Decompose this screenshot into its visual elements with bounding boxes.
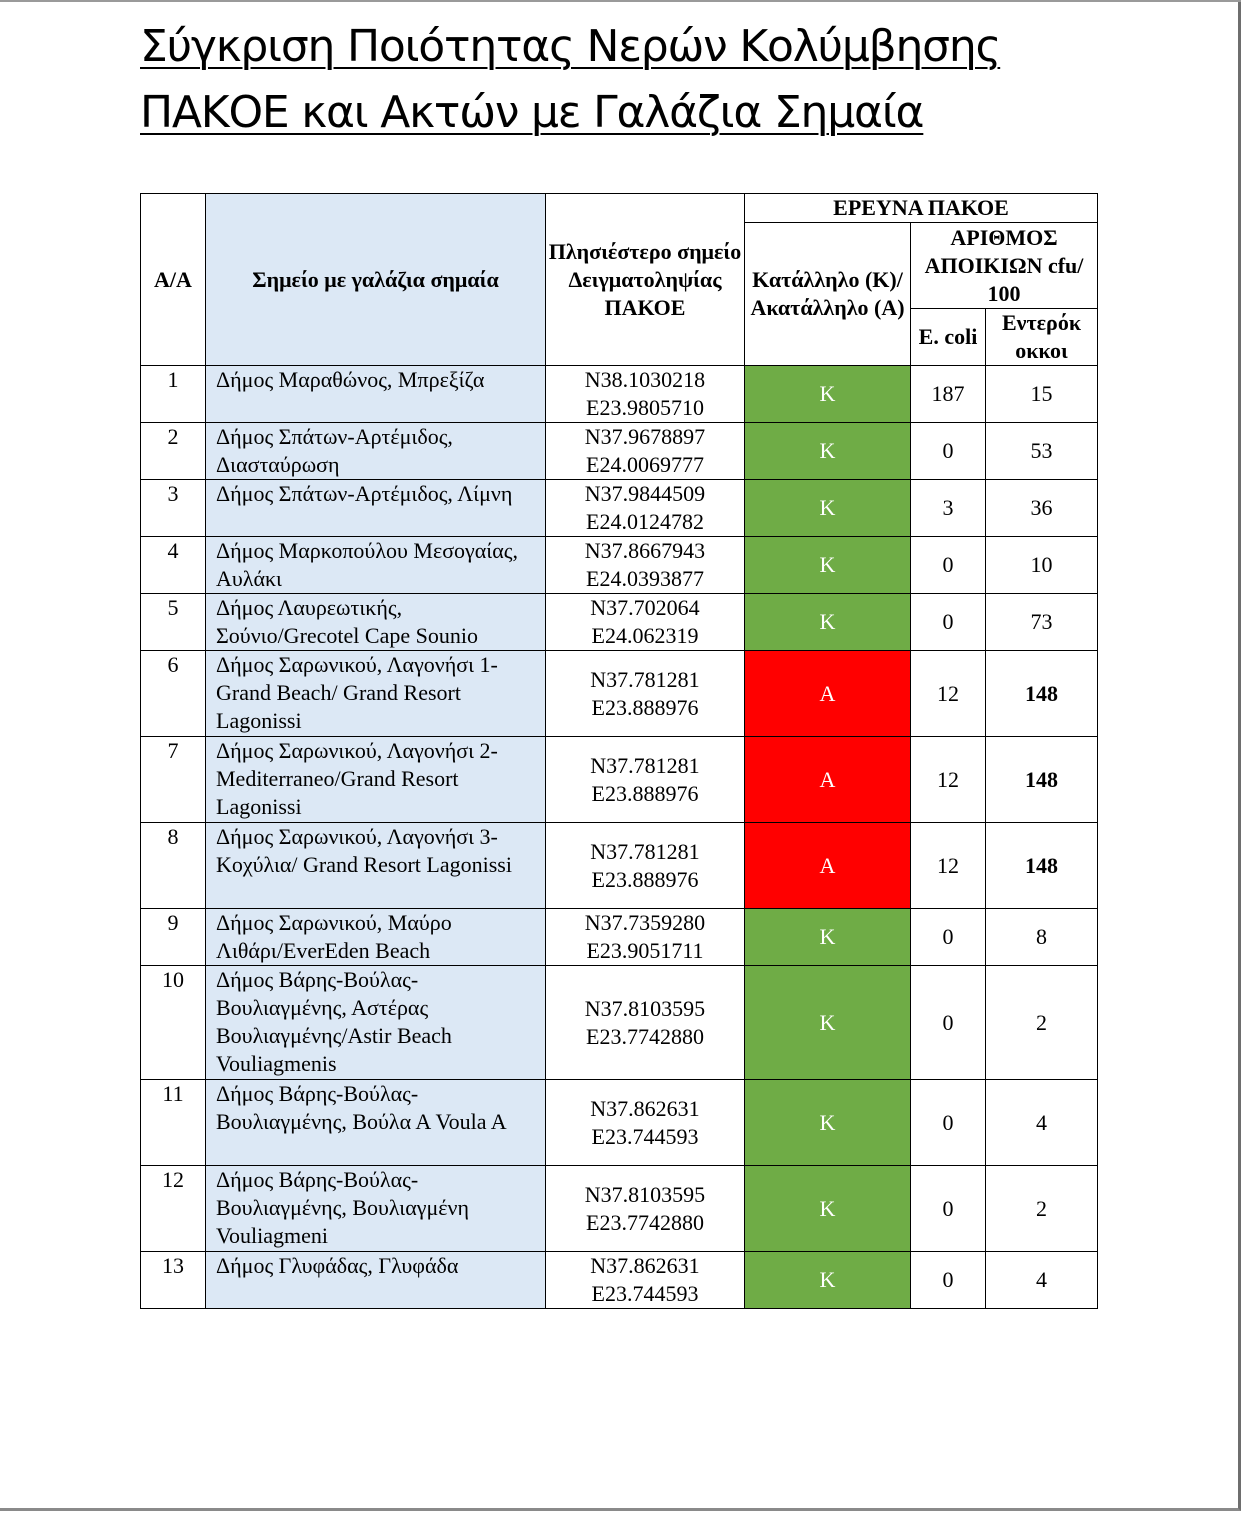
table-row [141, 1252, 1098, 1309]
row-point-name: Δήμος Λαυρεωτικής, Σούνιο/Grecotel Cape Sounio [206, 594, 546, 651]
row-number: 11 [141, 1080, 206, 1166]
header-colonies: ΑΡΙΘΜΟΣ ΑΠΟΙΚΙΩΝ cfu/ 100 [911, 223, 1098, 309]
row-ecoli: 12 [911, 737, 986, 823]
row-status: Κ [745, 423, 911, 480]
row-coordinates [546, 537, 745, 594]
row-point-name: Δήμος Γλυφάδας, Γλυφάδα [206, 1252, 546, 1309]
row-coordinates [546, 909, 745, 966]
row-enterococci: 2 [986, 1166, 1098, 1252]
row-enterococci: 8 [986, 909, 1098, 966]
row-point-name: Δήμος Μαρκοπούλου Μεσογαίας, Αυλάκι [206, 537, 546, 594]
row-coordinates [546, 423, 745, 480]
row-ecoli: 0 [911, 1252, 986, 1309]
row-point-name: Δήμος Σαρωνικού, Λαγονήσι 1-Grand Beach/ Grand Resort Lagonissi [206, 651, 546, 737]
row-coordinates [546, 823, 745, 909]
table-row [141, 909, 1098, 966]
page-title [140, 14, 1140, 146]
row-enterococci: 148 [986, 737, 1098, 823]
table-row [141, 1166, 1098, 1252]
row-ecoli: 3 [911, 480, 986, 537]
row-ecoli: 0 [911, 1166, 986, 1252]
row-number: 6 [141, 651, 206, 737]
row-point-name: Δήμος Βάρης-Βούλας-Βουλιαγμένης, Βούλα Α Voula A [206, 1080, 546, 1166]
table-row [141, 423, 1098, 480]
row-ecoli: 12 [911, 823, 986, 909]
row-status: Κ [745, 1252, 911, 1309]
row-point-name: Δήμος Σαρωνικού, Μαύρο Λιθάρι/EverEden Beach [206, 909, 546, 966]
row-number: 9 [141, 909, 206, 966]
longitude: E23.7742880 [586, 1023, 704, 1049]
longitude: E23.7742880 [586, 1209, 704, 1235]
row-enterococci: 148 [986, 823, 1098, 909]
latitude: N37.7359280 [584, 910, 706, 935]
row-ecoli: 12 [911, 651, 986, 737]
row-ecoli: 187 [911, 366, 986, 423]
row-ecoli: 0 [911, 1080, 986, 1166]
row-number: 7 [141, 737, 206, 823]
row-number: 3 [141, 480, 206, 537]
row-coordinates [546, 651, 745, 737]
longitude: E24.0393877 [586, 566, 704, 591]
row-enterococci: 2 [986, 966, 1098, 1080]
header-entero: Εντερόκ οκκοι [986, 309, 1098, 366]
latitude: N37.781281 [590, 838, 700, 864]
table-header [141, 194, 1098, 366]
longitude: E23.888976 [591, 780, 699, 806]
row-ecoli: 0 [911, 909, 986, 966]
row-coordinates [546, 1166, 745, 1252]
table-row [141, 1080, 1098, 1166]
row-status: Κ [745, 537, 911, 594]
row-enterococci: 53 [986, 423, 1098, 480]
row-coordinates [546, 1252, 745, 1309]
row-point-name: Δήμος Βάρης-Βούλας-Βουλιαγμένης, Αστέρας Βουλιαγμένης/Astir Beach Vouliagmenis [206, 966, 546, 1080]
longitude: E23.744593 [591, 1123, 699, 1149]
latitude: N37.781281 [590, 666, 700, 692]
table-row [141, 651, 1098, 737]
table-row [141, 537, 1098, 594]
row-status: Κ [745, 909, 911, 966]
latitude: N37.8103595 [584, 1181, 706, 1207]
row-point-name: Δήμος Βάρης-Βούλας-Βουλιαγμένης, Βουλιαγμένη Vouliagmeni [206, 1166, 546, 1252]
water-quality-table [140, 193, 1098, 1309]
latitude: N37.781281 [590, 752, 700, 778]
header-suitable: Κατάλληλο (Κ)/ Ακατάλληλο (Α) [745, 223, 911, 366]
row-number: 2 [141, 423, 206, 480]
row-point-name: Δήμος Μαραθώνος, Μπρεξίζα [206, 366, 546, 423]
row-point-name: Δήμος Σπάτων-Αρτέμιδος, Διασταύρωση [206, 423, 546, 480]
latitude: N37.9844509 [584, 481, 706, 506]
row-ecoli: 0 [911, 966, 986, 1080]
longitude: E23.888976 [591, 694, 699, 720]
row-status: Α [745, 737, 911, 823]
row-point-name: Δήμος Σπάτων-Αρτέμιδος, Λίμνη [206, 480, 546, 537]
row-status: Κ [745, 966, 911, 1080]
row-ecoli: 0 [911, 537, 986, 594]
row-status: Κ [745, 594, 911, 651]
row-number: 1 [141, 366, 206, 423]
row-enterococci: 73 [986, 594, 1098, 651]
longitude: E23.9051711 [586, 938, 704, 963]
row-coordinates [546, 480, 745, 537]
row-status: Κ [745, 480, 911, 537]
header-ecoli: E. coli [911, 309, 986, 366]
row-status: Α [745, 651, 911, 737]
table-row [141, 737, 1098, 823]
row-number: 4 [141, 537, 206, 594]
row-ecoli: 0 [911, 423, 986, 480]
row-enterococci: 15 [986, 366, 1098, 423]
header-nearest: Πλησιέστερο σημείο Δειγματοληψίας ΠΑΚΟΕ [546, 194, 745, 366]
row-status: Α [745, 823, 911, 909]
latitude: N37.862631 [590, 1095, 700, 1121]
row-coordinates [546, 737, 745, 823]
header-point: Σημείο με γαλάζια σημαία [206, 194, 546, 366]
latitude: N38.1030218 [584, 367, 706, 392]
title-line-2: ΠΑΚΟΕ και Ακτών με Γαλάζια Σημαία [140, 87, 924, 138]
table-row [141, 823, 1098, 909]
row-enterococci: 10 [986, 537, 1098, 594]
latitude: N37.9678897 [584, 424, 706, 449]
row-point-name: Δήμος Σαρωνικού, Λαγονήσι 2-Mediterraneo/Grand Resort Lagonissi [206, 737, 546, 823]
latitude: N37.702064 [590, 595, 700, 620]
longitude: E23.9805710 [586, 395, 704, 420]
row-enterococci: 148 [986, 651, 1098, 737]
row-number: 5 [141, 594, 206, 651]
longitude: E24.062319 [591, 623, 699, 648]
table-row [141, 966, 1098, 1080]
latitude: N37.8667943 [584, 538, 706, 563]
row-status: Κ [745, 1080, 911, 1166]
longitude: E24.0069777 [586, 452, 704, 477]
row-enterococci: 4 [986, 1080, 1098, 1166]
row-enterococci: 36 [986, 480, 1098, 537]
page-top-edge [0, 0, 1241, 2]
title-line-1: Σύγκριση Ποιότητας Νερών Κολύμβησης [140, 21, 1001, 72]
table-row [141, 594, 1098, 651]
row-ecoli: 0 [911, 594, 986, 651]
header-research: ΕΡΕΥΝΑ ΠΑΚΟΕ [745, 194, 1098, 223]
row-number: 8 [141, 823, 206, 909]
longitude: E23.744593 [591, 1281, 699, 1306]
longitude: E24.0124782 [586, 509, 704, 534]
row-status: Κ [745, 1166, 911, 1252]
row-coordinates [546, 594, 745, 651]
row-number: 10 [141, 966, 206, 1080]
latitude: N37.862631 [590, 1253, 700, 1278]
row-coordinates [546, 966, 745, 1080]
row-point-name: Δήμος Σαρωνικού, Λαγονήσι 3-Κοχύλια/ Grand Resort Lagonissi [206, 823, 546, 909]
table-body [141, 366, 1098, 1309]
row-enterococci: 4 [986, 1252, 1098, 1309]
row-status: Κ [745, 366, 911, 423]
longitude: E23.888976 [591, 866, 699, 892]
row-number: 12 [141, 1166, 206, 1252]
row-number: 13 [141, 1252, 206, 1309]
table-row [141, 366, 1098, 423]
latitude: N37.8103595 [584, 995, 706, 1021]
table-row [141, 480, 1098, 537]
row-coordinates [546, 1080, 745, 1166]
header-aa: Α/Α [141, 194, 206, 366]
row-coordinates [546, 366, 745, 423]
